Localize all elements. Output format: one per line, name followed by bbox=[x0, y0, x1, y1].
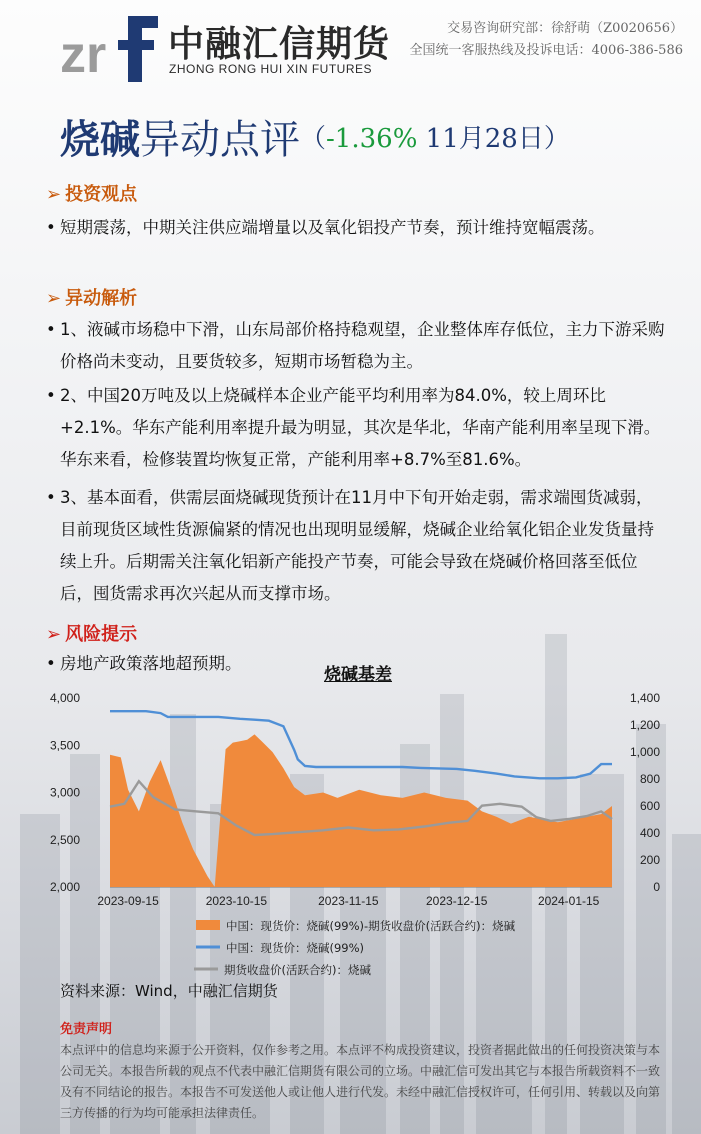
hotline-line: 全国统一客服热线及投诉电话：4006-386-586 bbox=[409, 43, 683, 58]
y-left-tick-label: 4,000 bbox=[49, 691, 80, 705]
contact-info bbox=[410, 18, 684, 62]
y-right-tick-label: 800 bbox=[639, 772, 660, 786]
company-name-en: ZHONG RONG HUI XIN FUTURES bbox=[169, 62, 373, 76]
section-heading-view bbox=[46, 180, 137, 206]
basis-chart bbox=[0, 680, 701, 980]
y-right-tick-label: 400 bbox=[639, 826, 660, 840]
analysis-text-3: 3、基本面看，供需层面烧碱现货预计在11月中下旬开始走弱，需求端囤货减弱，目前现货区域性货源偏紧的情况也出现明显缓解，烧碱企业给氧化铝企业发货量持续上升。后期需关注氧化铝新产能投产节奏，可能会导致在烧碱价格回落至低位后，囤货需求再次兴起从而支撑市场。 bbox=[60, 488, 654, 603]
bullet-icon: • bbox=[46, 320, 56, 339]
list-item bbox=[46, 380, 668, 476]
x-tick-label: 2023-11-15 bbox=[318, 894, 379, 908]
y-right-tick-label: 1,400 bbox=[629, 691, 660, 705]
legend-label: 中国：现货价：烧碱(99%)-期货收盘价(活跃合约)：烧碱 bbox=[226, 919, 516, 933]
list-item bbox=[46, 314, 668, 378]
y-left-tick-label: 2,000 bbox=[49, 880, 80, 894]
page-title bbox=[60, 108, 570, 165]
svg-text:zr: zr bbox=[60, 26, 107, 82]
company-logo-icon bbox=[60, 12, 160, 82]
bullet-icon: • bbox=[46, 654, 56, 673]
analyst-line: 交易咨询研究部：徐舒萌（Z0020656） bbox=[447, 21, 683, 36]
data-source: 资料来源：Wind，中融汇信期货 bbox=[60, 982, 278, 1000]
y-right-tick-label: 200 bbox=[639, 853, 660, 867]
section-heading-view-label: 投资观点 bbox=[65, 184, 138, 205]
y-right-tick-label: 0 bbox=[653, 880, 660, 894]
section-heading-analysis bbox=[46, 284, 137, 310]
section-heading-risk bbox=[46, 620, 137, 646]
y-right-tick-label: 600 bbox=[639, 799, 660, 813]
risk-text: 房地产政策落地超预期。 bbox=[60, 654, 242, 673]
analysis-text-1: 1、液碱市场稳中下滑，山东局部价格持稳观望，企业整体库存低位，主力下游采购价格尚未变动，且要货较多，短期市场暂稳为主。 bbox=[60, 320, 665, 371]
y-left-tick-label: 2,500 bbox=[49, 832, 80, 847]
section-heading-analysis-label: 异动解析 bbox=[65, 288, 138, 309]
section-heading-risk-label: 风险提示 bbox=[65, 624, 138, 645]
x-tick-label: 2023-09-15 bbox=[97, 894, 159, 908]
y-right-tick-label: 1,000 bbox=[629, 745, 660, 759]
spot-price-line bbox=[110, 711, 612, 778]
chevron-right-icon: ➢ bbox=[46, 184, 62, 205]
title-change-pct: -1.36% bbox=[326, 124, 418, 154]
bullet-icon: • bbox=[46, 386, 56, 405]
bullet-icon: • bbox=[46, 218, 56, 237]
analysis-text-2: 2、中国20万吨及以上烧碱样本企业产能平均利用率为84.0%，较上周环比+2.1%。华东产能利用率提升最为明显，其次是华北，华南产能利用率呈现下滑。华东来看，检修装置均恢复正常，产能利用率+8.7%至81.6%。 bbox=[60, 386, 661, 469]
company-name-cn: 中融汇信期货 bbox=[168, 24, 391, 65]
chart-title: 烧碱基差 bbox=[324, 665, 392, 685]
chevron-right-icon: ➢ bbox=[46, 624, 62, 645]
disclaimer-title: 免责声明 bbox=[60, 1022, 113, 1037]
title-type: 异动点评 bbox=[140, 117, 300, 163]
chevron-right-icon: ➢ bbox=[46, 288, 62, 309]
x-tick-label: 2023-12-15 bbox=[426, 894, 488, 908]
legend-label: 期货收盘价(活跃合约)：烧碱 bbox=[224, 963, 371, 977]
legend-label: 中国：现货价：烧碱(99%) bbox=[226, 941, 365, 955]
list-item bbox=[46, 482, 668, 610]
bullet-icon: • bbox=[46, 488, 56, 507]
title-product: 烧碱 bbox=[60, 116, 140, 163]
x-tick-label: 2024-01-15 bbox=[537, 894, 600, 908]
x-tick-label: 2023-10-15 bbox=[205, 894, 268, 908]
title-date: 11月28日） bbox=[417, 124, 570, 154]
y-left-tick-label: 3,000 bbox=[49, 785, 80, 800]
y-left-tick-label: 3,500 bbox=[49, 738, 80, 753]
report-header bbox=[0, 0, 701, 90]
title-paren-open: （ bbox=[300, 124, 327, 154]
view-text: 短期震荡，中期关注供应端增量以及氧化铝投产节奏，预计维持宽幅震荡。 bbox=[60, 218, 605, 237]
list-item bbox=[46, 212, 668, 244]
legend-swatch-basis bbox=[196, 920, 220, 930]
disclaimer-text: 本点评中的信息均来源于公开资料，仅作参考之用。本点评不构成投资建议，投资者据此做出的任何投资决策与本公司无关。本报告所载的观点不代表中融汇信期货有限公司的立场。中融汇信可发出其它与本报告所载资料不一致及有不同结论的报告。本报告不可发送他人或让他人进行代发。未经中融汇信授权许可，任何引用、转载以及向第三方传播的行为均可能承担法律责任。 bbox=[60, 1043, 661, 1120]
y-right-tick-label: 1,200 bbox=[629, 718, 660, 732]
